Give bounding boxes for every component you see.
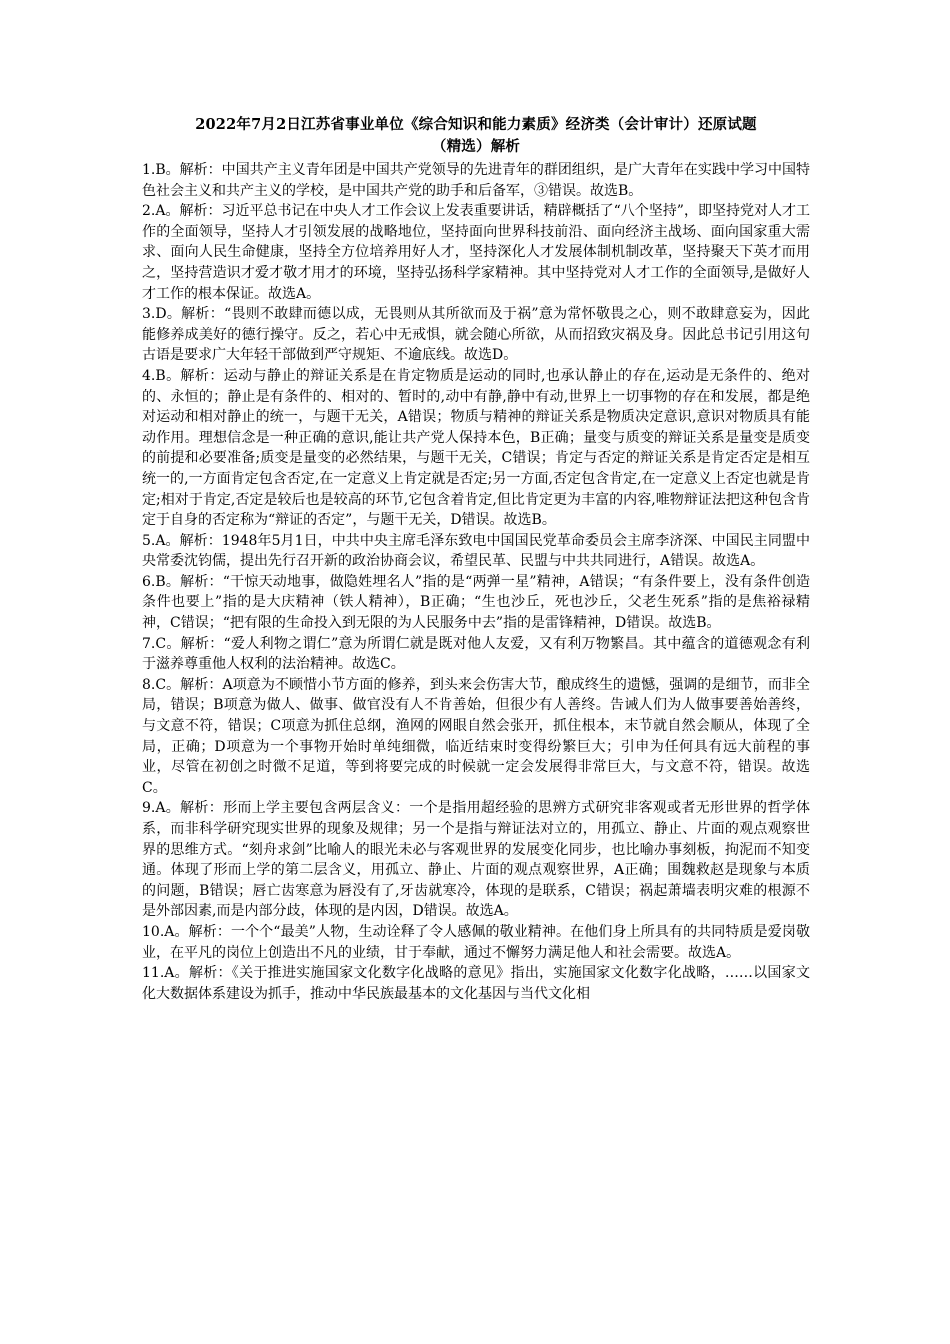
answer-paragraph-9: 9.A。解析：形而上学主要包含两层含义：一个是指用超经验的思辨方式研究非客观或者无形世界的哲学体系，而非科学研究现实世界的现象及规律；另一个是指与辩证法对立的，用孤立、静止、片面的观点观察世界的思维方式。“刻舟求剑”比喻人的眼光未必与客观世界的发展变化同步，也比喻办事刻板，拘泥而不知变通。体现了形而上学的第二层含义，用孤立、静止、片面的观点观察世界，A正确；围魏救赵是现象与本质的问题，B错误；唇亡齿寒意为唇没有了,牙齿就寒冷，体现的是联系，C错误；祸起萧墙表明灾难的根源不是外部因素,而是内部分歧，体现的是内因，D错误。故选A。: [142, 800, 810, 920]
answer-paragraph-4: 4.B。解析：运动与静止的辩证关系是在肯定物质是运动的同时,也承认静止的存在,运动是无条件的、绝对的、永恒的；静止是有条件的、相对的、暂时的,动中有静,静中有动,世界上一切事物的存在和发展，都是绝对运动和相对静止的统一，与题干无关，A错误；物质与精神的辩证关系是物质决定意识,意识对物质具有能动作用。理想信念是一种正确的意识,能让共产党人保持本色，B正确；量变与质变的辩证关系是量变是质变的前提和必要准备;质变是量变的必然结果，与题干无关，C错误；肯定与否定的辩证关系是肯定否定是相互统一的,一方面肯定包含否定,在一定意义上肯定就是否定;另一方面,否定包含肯定,在一定意义上否定也就是肯定;相对于肯定,否定是较后也是较高的环节,它包含着肯定,但比肯定更为丰富的内容,唯物辩证法把这种包含肯定于自身的否定称为“辩证的否定”，与题干无关，D错误。故选B。: [142, 367, 810, 529]
answer-paragraph-8: 8.C。解析：A项意为不顾惜小节方面的修养，到头来会伤害大节，酿成终生的遗憾，强调的是细节，而非全局，错误；B项意为做人、做事、做官没有人不肯善始，但很少有人善终。告诫人们为人做事要善始善终，与文意不符，错误；C项意为抓住总纲，渔网的网眼自然会张开，抓住根本，末节就自然会顺从，体现了全局，正确；D项意为一个事物开始时单纯细微，临近结束时变得纷繁巨大；引申为任何具有远大前程的事业，尽管在初创之时微不足道，等到将要完成的时候就一定会发展得非常巨大，与文意不符，错误。故选C。: [142, 676, 810, 796]
answer-paragraph-6: 6.B。解析：“干惊天动地事，做隐姓埋名人”指的是“两弹一星”精神，A错误；“有条件要上，没有条件创造条件也要上”指的是大庆精神（铁人精神），B正确；“生也沙丘，死也沙丘，父老生死系”指的是焦裕禄精神，C错误；“把有限的生命投入到无限的为人民服务中去”指的是雷锋精神，D错误。故选B。: [142, 573, 810, 632]
title-line-2: （精选）解析: [431, 138, 521, 155]
answer-paragraph-5: 5.A。解析：1948年5月1日，中共中央主席毛泽东致电中国国民党革命委员会主席李济深、中国民主同盟中央常委沈钧儒，提出先行召开新的政治协商会议，希望民革、民盟与中共共同进行，A错误。故选A。: [142, 532, 810, 570]
answer-paragraph-2: 2.A。解析：习近平总书记在中央人才工作会议上发表重要讲话，精辟概括了“八个坚持”，即坚持党对人才工作的全面领导，坚持人才引领发展的战略地位，坚持面向世界科技前沿、面向经济主战场、面向国家重大需求、面向人民生命健康，坚持全方位培养用好人才，坚持深化人才发展体制机制改革，坚持聚天下英才而用之，坚持营造识才爱才敬才用才的环境，坚持弘扬科学家精神。其中坚持党对人才工作的全面领导,是做好人才工作的根本保证。故选A。: [142, 203, 810, 302]
title-line-1: 2022年7月2日江苏省事业单位《综合知识和能力素质》经济类（会计审计）还原试题: [195, 116, 757, 133]
answer-paragraph-10: 10.A。解析：一个个“最美”人物，生动诠释了令人感佩的敬业精神。在他们身上所具有的共同特质是爱岗敬业，在平凡的岗位上创造出不凡的业绩，甘于奉献，通过不懈努力满足他人和社会需要。故选A。: [142, 923, 810, 961]
document-page: [142, 114, 810, 1004]
answer-paragraph-7: 7.C。解析：“爱人利物之谓仁”意为所谓仁就是既对他人友爱，又有利万物繁昌。其中蕴含的道德观念有利于滋养尊重他人权利的法治精神。故选C。: [142, 635, 810, 673]
answer-paragraph-11: 11.A。解析：《关于推进实施国家文化数字化战略的意见》指出，实施国家文化数字化战略，……以国家文化大数据体系建设为抓手，推动中华民族最基本的文化基因与当代文化相: [142, 965, 810, 1002]
answer-paragraph-1: 1.B。解析：中国共产主义青年团是中国共产党领导的先进青年的群团组织，是广大青年在实践中学习中国特色社会主义和共产主义的学校，是中国共产党的助手和后备军，③错误。故选B。: [142, 162, 810, 199]
document-title: [142, 114, 810, 158]
answer-paragraph-3: 3.D。解析：“畏则不敢肆而德以成，无畏则从其所欲而及于祸”意为常怀敬畏之心，则不敢肆意妄为，因此能修养成美好的德行操守。反之，若心中无戒惧，就会随心所欲，从而招致灾祸及身。因此总书记引用这句古语是要求广大年轻干部做到严守规矩、不逾底线。故选D。: [142, 306, 810, 364]
